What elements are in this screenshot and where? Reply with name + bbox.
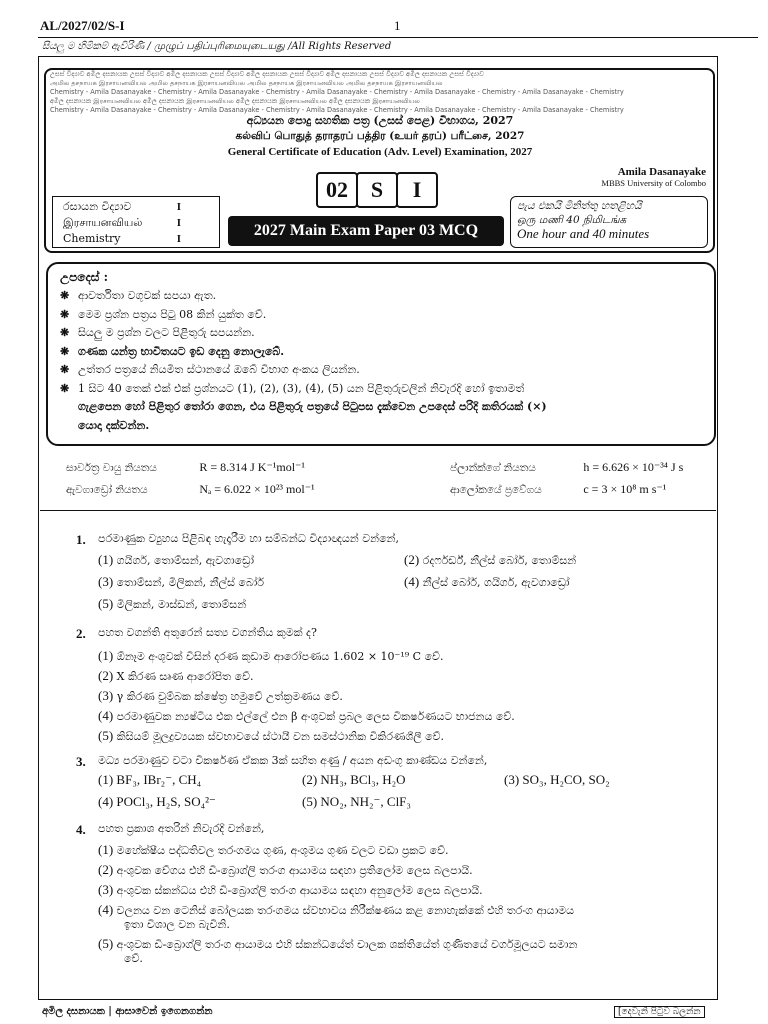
option-text: NO₂, NH₂⁻, ClF₃ (320, 794, 411, 809)
option-text: ඉතා විශාල වන බැවිනි. (124, 918, 230, 931)
question-text: මධ්‍ය පරමාණුව වටා විකර්ෂණ ඒකක 3ක් සහිත අණු / අයන අඩංගු කාණ්ඩය වන්නේ, (98, 754, 488, 767)
footer-next-page: [දෙවැනි පිටුව බලන්න (614, 1006, 705, 1018)
subject-name: Chemistry (63, 232, 121, 245)
option-text: නීල්ස් බෝර්, ගයිගර්, ඇවගාඩ්‍රෝ (422, 576, 570, 589)
option-number: (5) (98, 596, 114, 611)
instruction-line (60, 361, 702, 380)
constant-label: සාර්වත්‍ර වායු නියතය (66, 462, 157, 474)
paper-code: AL/2027/02/S-I (40, 18, 125, 33)
code-box-subject: S (356, 172, 398, 208)
question-number: 2. (76, 626, 86, 641)
option-number: (5) (98, 936, 114, 951)
option[interactable] (302, 794, 411, 810)
planck-constant (450, 460, 683, 475)
instruction-text: ගණක යන්ත්‍ර භාවිතයට ඉඩ දෙනු නොලැබේ. (78, 344, 285, 358)
code-box-paper: 02 (316, 172, 358, 208)
option-number: (4) (98, 902, 114, 917)
option-number: (3) (98, 574, 114, 589)
page-number: 1 (394, 18, 401, 33)
option-continuation (124, 918, 230, 932)
option[interactable] (98, 574, 264, 590)
option-text: අංශුවක වේගය එහි ඩි-බ්‍රොග්ලි තරංග ආයාමය සඳහා ප්‍රතිලෝම ලෙස බලපායි. (116, 864, 473, 877)
option-text: වේ. (124, 952, 143, 965)
option[interactable] (98, 842, 449, 858)
avogadro-constant (66, 482, 315, 497)
option-text: POCl₃, H₂S, SO₄²⁻ (116, 794, 216, 809)
star-icon: ❋ (60, 326, 70, 339)
footer-author: අමිල දසනායක | ආසාවෙන් ඉගෙනගන්න (42, 1006, 213, 1017)
constant-value: Nₐ = 6.022 × 10²³ mol⁻¹ (199, 482, 315, 496)
option-number: (1) (98, 842, 114, 857)
instruction-continuation: යොදා දක්වන්න. (78, 418, 150, 432)
option-text: පරමාණුවක න්‍යෂ්ටිය එක එල්ලේ එන β අංශුවක් ප්‍රබල ලෙස විකර්ෂණයට භාජනය වේ. (116, 710, 515, 723)
option-text: X කිරණ සෘණ ආරෝපිත වේ. (116, 670, 254, 683)
author-university: MBBS University of Colombo (601, 178, 706, 188)
option-number: (3) (98, 882, 114, 897)
option[interactable] (98, 772, 201, 788)
option[interactable] (98, 648, 443, 664)
option-text: මිලිකන්, මාස්ඩන්, තොම්සන් (116, 598, 247, 611)
option[interactable] (404, 574, 570, 590)
duration-tamil: ஒரு மணி 40 நிமிடங்க (517, 214, 627, 226)
question-number: 3. (76, 754, 86, 769)
option-number: (3) (504, 772, 520, 787)
option[interactable] (98, 936, 577, 952)
option-number: (5) (98, 728, 114, 743)
option-text: SO₃, H₂CO, SO₂ (522, 772, 610, 787)
watermark-row: Chemistry - Amila Dasanayake - Chemistry - Amila Dasanayake - Chemistry - Amila Dasanayake - Chemistry - Amila Dasanayake - Chemistry - Amila Dasanayake - Chemistry (50, 106, 624, 114)
option[interactable] (404, 552, 576, 568)
main-exam-title: 2027 Main Exam Paper 03 MCQ (228, 216, 504, 246)
option-text: NH₃, BCl₃, H₂O (320, 772, 406, 787)
constant-label: ප්ලාන්ක්ගේ නියතය (450, 462, 536, 474)
instruction-line (60, 287, 702, 306)
option-number: (4) (98, 708, 114, 723)
option-number: (1) (98, 772, 114, 787)
option-text: ඕනෑම අංශුවක් විසින් දරණ කුඩාම ආරෝපණය 1.602 × 10⁻¹⁹ C වේ. (116, 650, 444, 663)
question-text: පරමාණුක ව්‍යුහය පිළිබඳ හැදෑරීම හා සම්බන්ධ විද්‍යාඥයන් වන්නේ, (98, 532, 399, 545)
option[interactable] (98, 902, 574, 918)
instruction-text: උත්තර පත්‍රයේ නියමිත ස්ථානයේ ඔබේ විභාග අංකය ලියන්න. (78, 363, 360, 376)
duration-english: One hour and 40 minutes (517, 226, 650, 241)
constant-value: h = 6.626 × 10⁻³⁴ J s (583, 460, 684, 474)
option-text: තොම්සන්, මිලිකන්, නීල්ස් බෝර් (116, 576, 264, 589)
instruction-text: ආවර්තිතා වගුවක් සපයා ඇත. (78, 289, 217, 302)
option[interactable] (98, 596, 246, 612)
instruction-text: 1 සිට 40 තෙක් එක් එක් ප්‍රශ්නයට (1), (2), (3), (4), (5) යන පිළිතුරුවලින් නිවැරදි හෝ ඉතාමත් (78, 381, 525, 395)
subject-part: I (176, 233, 181, 245)
constant-label: ආලෝකයේ ප්‍රවේගය (450, 484, 542, 496)
star-icon: ❋ (60, 344, 70, 358)
question-text: පහත වගන්ති අතුරෙන් සත්‍ය වගන්තිය කුමක් ද? (98, 626, 317, 639)
option[interactable] (98, 688, 343, 704)
option[interactable] (98, 552, 254, 568)
star-icon: ❋ (60, 289, 70, 302)
star-icon: ❋ (60, 381, 70, 395)
author-name: Amila Dasanayake (617, 166, 706, 178)
question-number: 1. (76, 532, 86, 547)
instruction-text: සියලු ම ප්‍රශ්න වලට පිළිතුරු සපයන්න. (78, 326, 255, 339)
subject-name: இரசாயனவியல் (63, 216, 143, 229)
watermark-row: Chemistry - Amila Dasanayake - Chemistry - Amila Dasanayake - Chemistry - Amila Dasanayake - Chemistry - Amila Dasanayake - Chemistry - Amila Dasanayake - Chemistry (50, 88, 624, 96)
instruction-text: මෙම ප්‍රශ්න පත්‍රය පිටු 08 කින් යුක්ත වේ. (78, 307, 267, 321)
constant-value: R = 8.314 J K⁻¹mol⁻¹ (199, 460, 305, 474)
instruction-line (60, 380, 702, 399)
option-text: අංශුවක ස්කන්ධය එහි ඩි-බ්‍රොග්ලි තරංග ආයාමය සඳහා අනුලෝම ලෙස බලපායි. (116, 884, 483, 897)
option-number: (2) (98, 668, 114, 683)
option-text: γ කිරණ චුම්බක ක්ෂේත්‍ර හමුවේ උත්ක්‍රමණය වේ. (116, 690, 343, 703)
option-number: (1) (98, 552, 114, 567)
subject-part: I (176, 217, 181, 229)
option-number: (3) (98, 688, 114, 703)
instruction-continuation: ගැළපෙන හෝ පිළිතුර තෝරා ගෙන, එය පිළිතුරු පත්‍රයේ පිටුපස දැක්වෙන උපදෙස් පරිදි කතිරයක් (×) (78, 400, 547, 413)
duration-sinhala: පැය එකයි මිනිත්තු හතළිහයි (517, 200, 642, 212)
star-icon: ❋ (60, 307, 70, 321)
option-number: (1) (98, 648, 114, 663)
option-text: අංශුවක ඩි-බ්‍රොග්ලි තරංග ආයාමය එහි ස්කන්ධයේත් චාලක ශක්තියේත් ගුණිතයේ වර්ගමූලයට සමාන (116, 938, 578, 951)
rights-notice: සියලු ම හිමිකම් ඇවිරිණි / முழுப் பதிப்புரிமையுடையது /All Rights Reserved (38, 37, 758, 55)
watermark (50, 70, 710, 115)
option[interactable] (98, 862, 473, 878)
section-divider (40, 510, 716, 511)
instruction-line (60, 324, 702, 343)
exam-title-sinhala: අධ්‍යයන පොදු සහතික පත්‍ර (උසස් පෙළ) විභාගය, 2027 (246, 114, 514, 127)
question-number: 4. (76, 822, 86, 837)
subject-part: I (176, 201, 181, 213)
option[interactable] (98, 668, 253, 684)
subject-name: රසායන විද්‍යාව (63, 200, 132, 213)
option-text: මහේක්ෂීය පද්ධතිවල තරංගමය ගුණ, අංශුමය ගුණ වලට වඩා ප්‍රකට වේ. (116, 844, 449, 857)
option-text: ගයිගර්, තොම්සන්, ඇවගාඩ්‍රෝ (116, 554, 254, 567)
option-continuation (124, 952, 143, 966)
instruction-line (60, 306, 702, 325)
option-number: (2) (98, 862, 114, 877)
constant-label: ඇවගාඩ්‍රෝ නියතය (66, 484, 148, 496)
subject-row (63, 231, 209, 247)
constant-value: c = 3 × 10⁸ m s⁻¹ (583, 482, 667, 496)
question-text: පහත ප්‍රකාශ අතරින් නිවැරදි වන්නේ, (98, 822, 265, 835)
duration-box (510, 196, 708, 248)
subject-box (52, 196, 220, 248)
option[interactable] (98, 728, 444, 744)
exam-title-tamil: கல்விப் பொதுத் தராதரப் பத்திர (உயர் தரப்) பரீட்சை, 2027 (235, 130, 525, 142)
instruction-line (60, 343, 702, 362)
option-number: (4) (404, 574, 420, 589)
exam-title-english: General Certificate of Education (Adv. Level) Examination, 2027 (227, 146, 533, 158)
option-text: රදර්ෆර්ඩ්, නීල්ස් බෝර්, තොම්සන් (422, 554, 577, 567)
option-number: (5) (302, 794, 318, 809)
option-text: චලනය වන ටෙනිස් බෝලයක තරංගමය ස්වභාවය නිරීක්ෂණය කළ නොහැක්කේ එහි තරංග ආයාමය (116, 904, 575, 917)
option-text: කිසියම් මූලද්‍රව්‍යයක ස්වභාවයේ ස්ථායී වන සමස්ථානික විකිරණශීලී වේ. (116, 730, 444, 743)
subject-row (63, 215, 209, 231)
option-number: (2) (302, 772, 318, 787)
option[interactable] (504, 772, 610, 788)
watermark-row: උසස් විද්‍යාව අමිල දසනායක උසස් විද්‍යාව අමිල දසනායක උසස් විද්‍යාව අමිල දසනායක උසස් විද්‍යාව අමිල දසනායක උසස් විද්‍යාව අමිල දසනායක උසස් විද්‍යාව (50, 70, 484, 78)
option[interactable] (98, 882, 483, 898)
option-text: BF₃, IBr₂⁻, CH₄ (116, 772, 202, 787)
instructions-box (46, 262, 716, 446)
subject-row (63, 199, 209, 215)
code-box-part: I (396, 172, 438, 208)
option-number: (2) (404, 552, 420, 567)
option[interactable] (302, 772, 406, 788)
watermark-row: අමිල දසනායක இரசாயனவியல අමිල දසනායක இரசாயனவியல අමිල දසනායක இரசாயனவியல අමිල දසනායක இரசாயனவியல (50, 97, 420, 105)
watermark-row: அமில தசநாயக இரசாயனவியல அமில தசநாயக இரசாயனவியல அமில தசநாயக இரசாயனவியல அமில தசநாயக இரசாயனவியல (50, 79, 443, 87)
star-icon: ❋ (60, 363, 70, 376)
gas-constant (66, 460, 305, 475)
instructions-title: උපදෙස් : (60, 270, 109, 284)
option[interactable] (98, 708, 515, 724)
option-number: (4) (98, 794, 114, 809)
option[interactable] (98, 794, 216, 810)
light-speed-constant (450, 482, 666, 497)
